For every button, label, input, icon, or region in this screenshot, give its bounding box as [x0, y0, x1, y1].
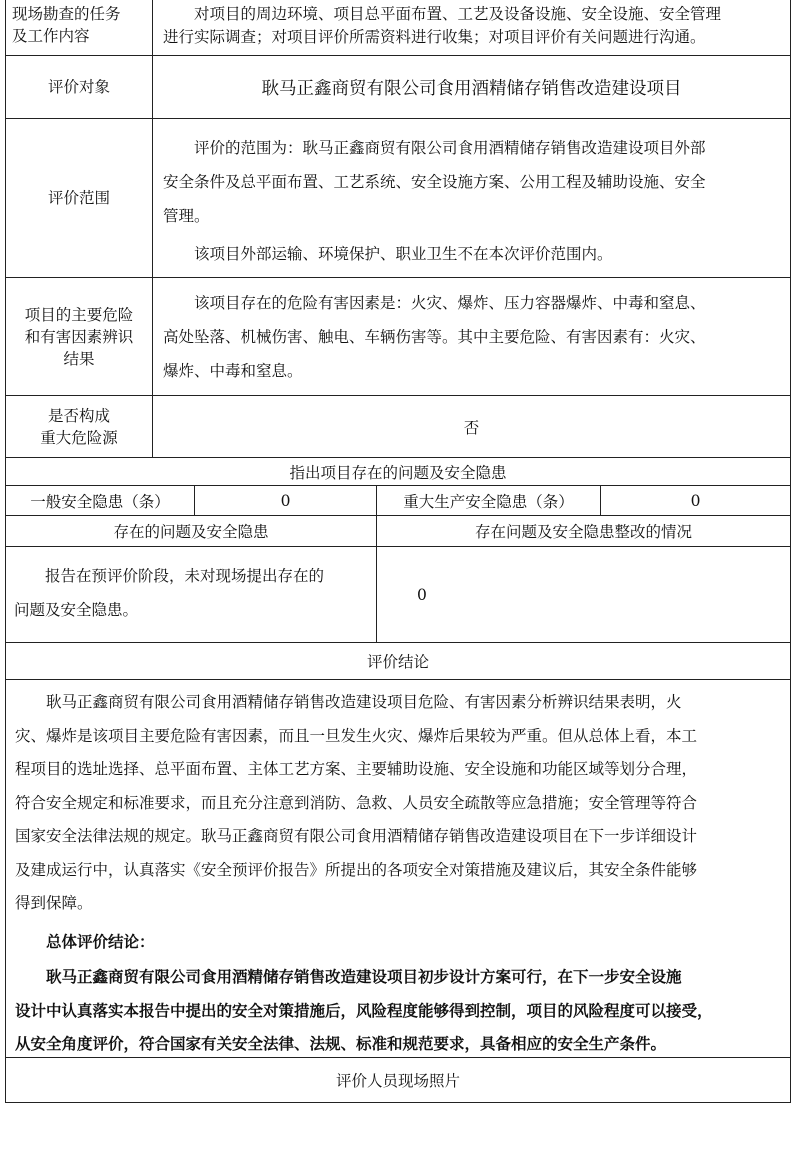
hazard-label-line2: 和有害因素辨识 [24, 327, 134, 346]
evaluation-table [5, 0, 791, 1103]
overall-conclusion-line3: 从安全角度评价，符合国家有关安全法律、法规、标准和规范要求，具备相应的安全生产条件。 [15, 1034, 667, 1053]
scope-p2: 该项目外部运输、环境保护、职业卫生不在本次评价范围内。 [194, 245, 613, 263]
conclusion-line6: 及建成运行中，认真落实《安全预评价报告》所提出的各项安全对策措施及建议后，其安全条件能够 [15, 860, 698, 879]
object-label: 评价对象 [6, 56, 153, 118]
hazard-line2: 高处坠落、机械伤害、触电、车辆伤害等。其中主要危险、有害因素有：火灾、 [163, 328, 706, 346]
issues-right-value-text: 0 [417, 585, 427, 604]
scope-text [153, 119, 790, 277]
major-production-hazard-label: 重大生产安全隐患（条） [376, 486, 600, 515]
task-label-line1: 现场勘查的任务 [12, 5, 121, 23]
conclusion-line4: 符合安全规定和标准要求，而且充分注意到消防、急救、人员安全疏散等应急措施；安全管理等符合 [15, 793, 698, 812]
overall-conclusion-line1: 耿马正鑫商贸有限公司食用酒精储存销售改造建设项目初步设计方案可行，在下一步安全设施 [46, 967, 682, 986]
general-hazard-value: 0 [194, 486, 376, 515]
conclusion-line1: 耿马正鑫商贸有限公司食用酒精储存销售改造建设项目危险、有害因素分析辨识结果表明，火 [46, 693, 682, 711]
row-issue-counts [5, 486, 791, 516]
major-hazard-label-line1: 是否构成 [47, 406, 110, 425]
conclusion-line2: 灾、爆炸是该项目主要危险有害因素，而且一旦发生火灾、爆炸后果较为严重。但从总体上看，本工 [15, 726, 698, 745]
issues-column-left: 存在的问题及安全隐患 [113, 523, 269, 541]
hazard-line3: 爆炸、中毒和窒息。 [163, 362, 303, 380]
general-hazard-label: 一般安全隐患（条） [30, 492, 170, 511]
row-issue-columns [5, 516, 791, 547]
overall-conclusion-line2: 设计中认真落实本报告中提出的安全对策措施后，风险程度能够得到控制，项目的风险程度可以接受， [15, 1000, 713, 1020]
conclusion-line3: 程项目的选址选择、总平面布置、主体工艺方案、主要辅助设施、安全设施和功能区域等划分合理， [15, 760, 698, 778]
task-label-line2: 及工作内容 [12, 27, 90, 45]
row-object [5, 56, 791, 119]
task-label [6, 0, 153, 55]
overall-conclusion-title: 总体评价结论： [46, 931, 155, 951]
major-hazard-label-line2: 重大危险源 [40, 428, 118, 447]
object-text: 耿马正鑫商贸有限公司食用酒精储存销售改造建设项目 [261, 78, 682, 99]
issues-column-right: 存在问题及安全隐患整改的情况 [376, 516, 790, 546]
row-hazard [5, 278, 791, 396]
major-hazard-label [6, 396, 153, 457]
major-production-hazard-value: 0 [600, 486, 790, 515]
conclusion-line5: 国家安全法律法规的规定。耿马正鑫商贸有限公司食用酒精储存销售改造建设项目在下一步详细设计 [15, 827, 698, 845]
hazard-line1: 该项目存在的危险有害因素是：火灾、爆炸、压力容器爆炸、中毒和窒息、 [194, 294, 706, 312]
scope-label: 评价范围 [6, 119, 153, 277]
row-issue-content [5, 547, 791, 643]
issues-left-line1: 报告在预评价阶段，未对现场提出存在的 [45, 567, 325, 585]
photos-heading: 评价人员现场照片 [5, 1058, 791, 1103]
conclusion-body [5, 680, 791, 1058]
hazard-label [6, 278, 153, 395]
issues-left-line2: 问题及安全隐患。 [14, 601, 139, 619]
hazard-text [153, 278, 790, 395]
task-text [153, 0, 790, 55]
scope-p1-line3: 管理。 [163, 207, 210, 225]
task-text-line1: 对项目的周边环境、项目总平面布置、工艺及设备设施、安全设施、安全管理 [194, 5, 722, 23]
task-text-line2: 进行实际调查；对项目评价所需资料进行收集；对项目评价有关问题进行沟通。 [163, 28, 706, 46]
scope-p1-line1: 评价的范围为：耿马正鑫商贸有限公司食用酒精储存销售改造建设项目外部 [194, 139, 706, 157]
conclusion-heading: 评价结论 [5, 643, 791, 680]
scope-p1-line2: 安全条件及总平面布置、工艺系统、安全设施方案、公用工程及辅助设施、安全 [163, 173, 706, 191]
issues-left-text [6, 547, 376, 642]
conclusion-line7: 得到保障。 [15, 894, 93, 912]
row-major-hazard [5, 396, 791, 458]
hazard-label-line3: 结果 [63, 349, 95, 368]
issues-heading: 指出项目存在的问题及安全隐患 [5, 458, 791, 486]
issues-right-value [376, 547, 790, 642]
row-task [5, 0, 791, 56]
hazard-label-line1: 项目的主要危险 [24, 305, 134, 324]
major-hazard-value: 否 [463, 418, 480, 437]
row-scope [5, 119, 791, 278]
